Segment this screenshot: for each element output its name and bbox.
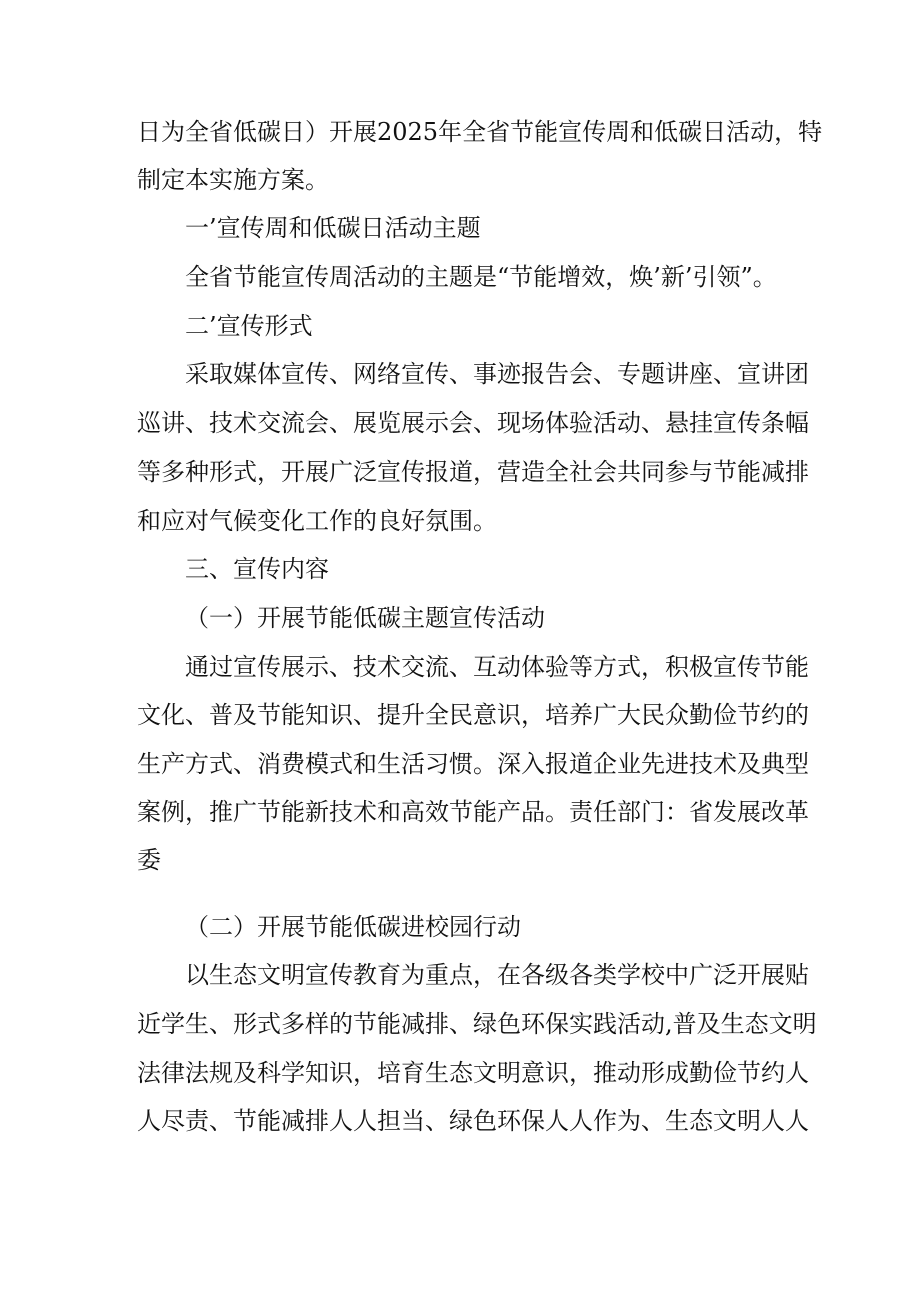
body-text-line: 巡讲、技术交流会、展览展示会、现场体验活动、悬挂宣传条幅 bbox=[137, 409, 809, 437]
body-text-line: 全省节能宣传周活动的主题是“节能增效，焕’新’引领”。 bbox=[185, 263, 777, 291]
body-text-line: 近学生、形式多样的节能减排、绿色环保实践活动,普及生态文明 bbox=[137, 1010, 817, 1038]
body-text-line: 和应对气候变化工作的良好氛围。 bbox=[137, 507, 497, 535]
subsection-heading: （一）开展节能低碳主题宣传活动 bbox=[185, 604, 545, 632]
body-text-line: 以生态文明宣传教育为重点，在各级各类学校中广泛开展贴 bbox=[185, 961, 809, 989]
body-text-line: 等多种形式，开展广泛宣传报道，营造全社会共同参与节能减排 bbox=[137, 458, 809, 486]
body-text-line: 日为全省低碳日）开展2025年全省节能宣传周和低碳日活动，特 bbox=[137, 118, 823, 146]
body-text-line: 法律法规及科学知识，培育生态文明意识，推动形成勤俭节约人 bbox=[137, 1059, 809, 1087]
section-heading: 三、宣传内容 bbox=[185, 555, 329, 583]
body-text-line: 案例，推广节能新技术和高效节能产品。责任部门：省发展改革 bbox=[137, 798, 809, 826]
body-text-line: 委 bbox=[137, 846, 161, 874]
body-text-line: 通过宣传展示、技术交流、互动体验等方式，积极宣传节能 bbox=[185, 653, 809, 681]
section-heading: 一’宣传周和低碳日活动主题 bbox=[185, 214, 481, 242]
body-text-line: 采取媒体宣传、网络宣传、事迹报告会、专题讲座、宣讲团 bbox=[185, 360, 809, 388]
body-text-line: 生产方式、消费模式和生活习惯。深入报道企业先进技术及典型 bbox=[137, 750, 809, 778]
body-text-line: 制定本实施方案。 bbox=[137, 166, 329, 194]
section-heading: 二’宣传形式 bbox=[185, 312, 313, 340]
body-text-line: 文化、普及节能知识、提升全民意识，培养广大民众勤俭节约的 bbox=[137, 701, 809, 729]
subsection-heading: （二）开展节能低碳进校园行动 bbox=[185, 913, 521, 941]
body-text-line: 人尽责、节能减排人人担当、绿色环保人人作为、生态文明人人 bbox=[137, 1107, 809, 1135]
